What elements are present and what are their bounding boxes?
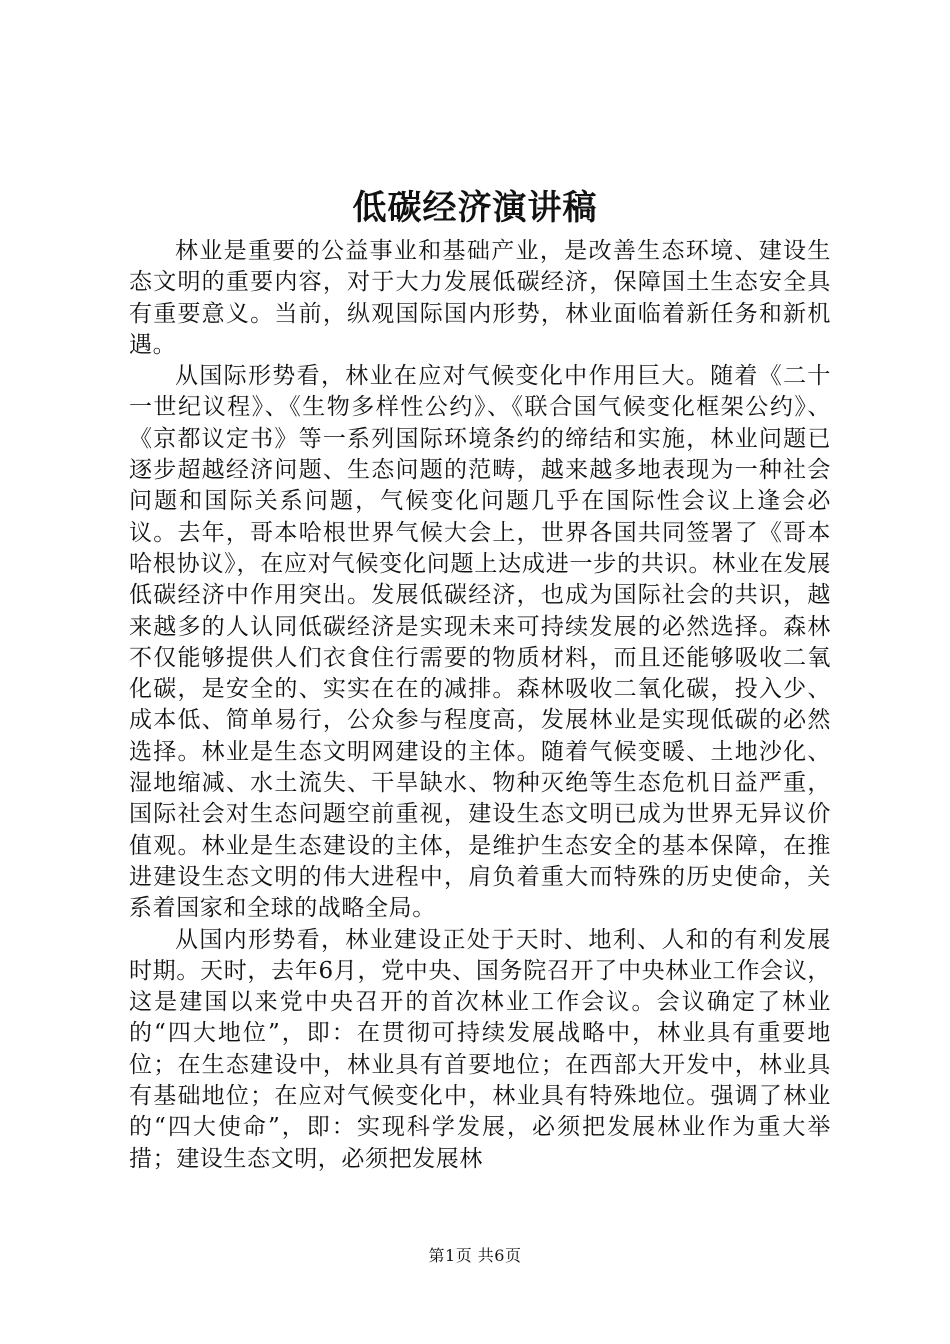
- page-footer: 第1页 共6页: [428, 1246, 522, 1265]
- document-body: [129, 236, 831, 1175]
- paragraph-international: 从国际形势看，林业在应对气候变化中作用巨大。随着《二十一世纪议程》、《生物多样性公约》、《联合国气候变化框架公约》、《京都议定书》等一系列国际环境条约的缔结和实施，林业问题已逐步超越经济问题、生态问题的范畴，越来越多地表现为一种社会问题和国际关系问题，气候变化问题几乎在国际性会议上逢会必议。去年，哥本哈根世界气候大会上，世界各国共同签署了《哥本哈根协议》，在应对气候变化问题上达成进一步的共识。林业在发展低碳经济中作用突出。发展低碳经济，也成为国际社会的共识，越来越多的人认同低碳经济是实现未来可持续发展的必然选择。森林不仅能够提供人们衣食住行需要的物质材料，而且还能够吸收二氧化碳，是安全的、实实在在的减排。森林吸收二氧化碳，投入少、成本低、简单易行，公众参与程度高，发展林业是实现低碳的必然选择。林业是生态文明网建设的主体。随着气候变暖、土地沙化、湿地缩减、水土流失、干旱缺水、物种灭绝等生态危机日益严重，国际社会对生态问题空前重视，建设生态文明已成为世界无异议价值观。林业是生态建设的主体，是维护生态安全的基本保障，在推进建设生态文明的伟大进程中，肩负着重大而特殊的历史使命，关系着国家和全球的战略全局。: [129, 363, 831, 922]
- paragraph-intro: 林业是重要的公益事业和基础产业，是改善生态环境、建设生态文明的重要内容，对于大力发展低碳经济，保障国土生态安全具有重要意义。当前，纵观国际国内形势，林业面临着新任务和新机遇。: [129, 238, 831, 358]
- paragraph-domestic: 从国内形势看，林业建设正处于天时、地利、人和的有利发展时期。天时，去年6月，党中央、国务院召开了中央林业工作会议，这是建国以来党中央召开的首次林业工作会议。会议确定了林业的“四大地位”，即：在贯彻可持续发展战略中，林业具有重要地位；在生态建设中，林业具有首要地位；在西部大开发中，林业具有基础地位；在应对气候变化中，林业具有特殊地位。强调了林业的“四大使命”，即：实现科学发展，必须把发展林业作为重大举措；建设生态文明，必须把发展林: [129, 926, 831, 1172]
- document-title: 低碳经济演讲稿: [352, 188, 598, 228]
